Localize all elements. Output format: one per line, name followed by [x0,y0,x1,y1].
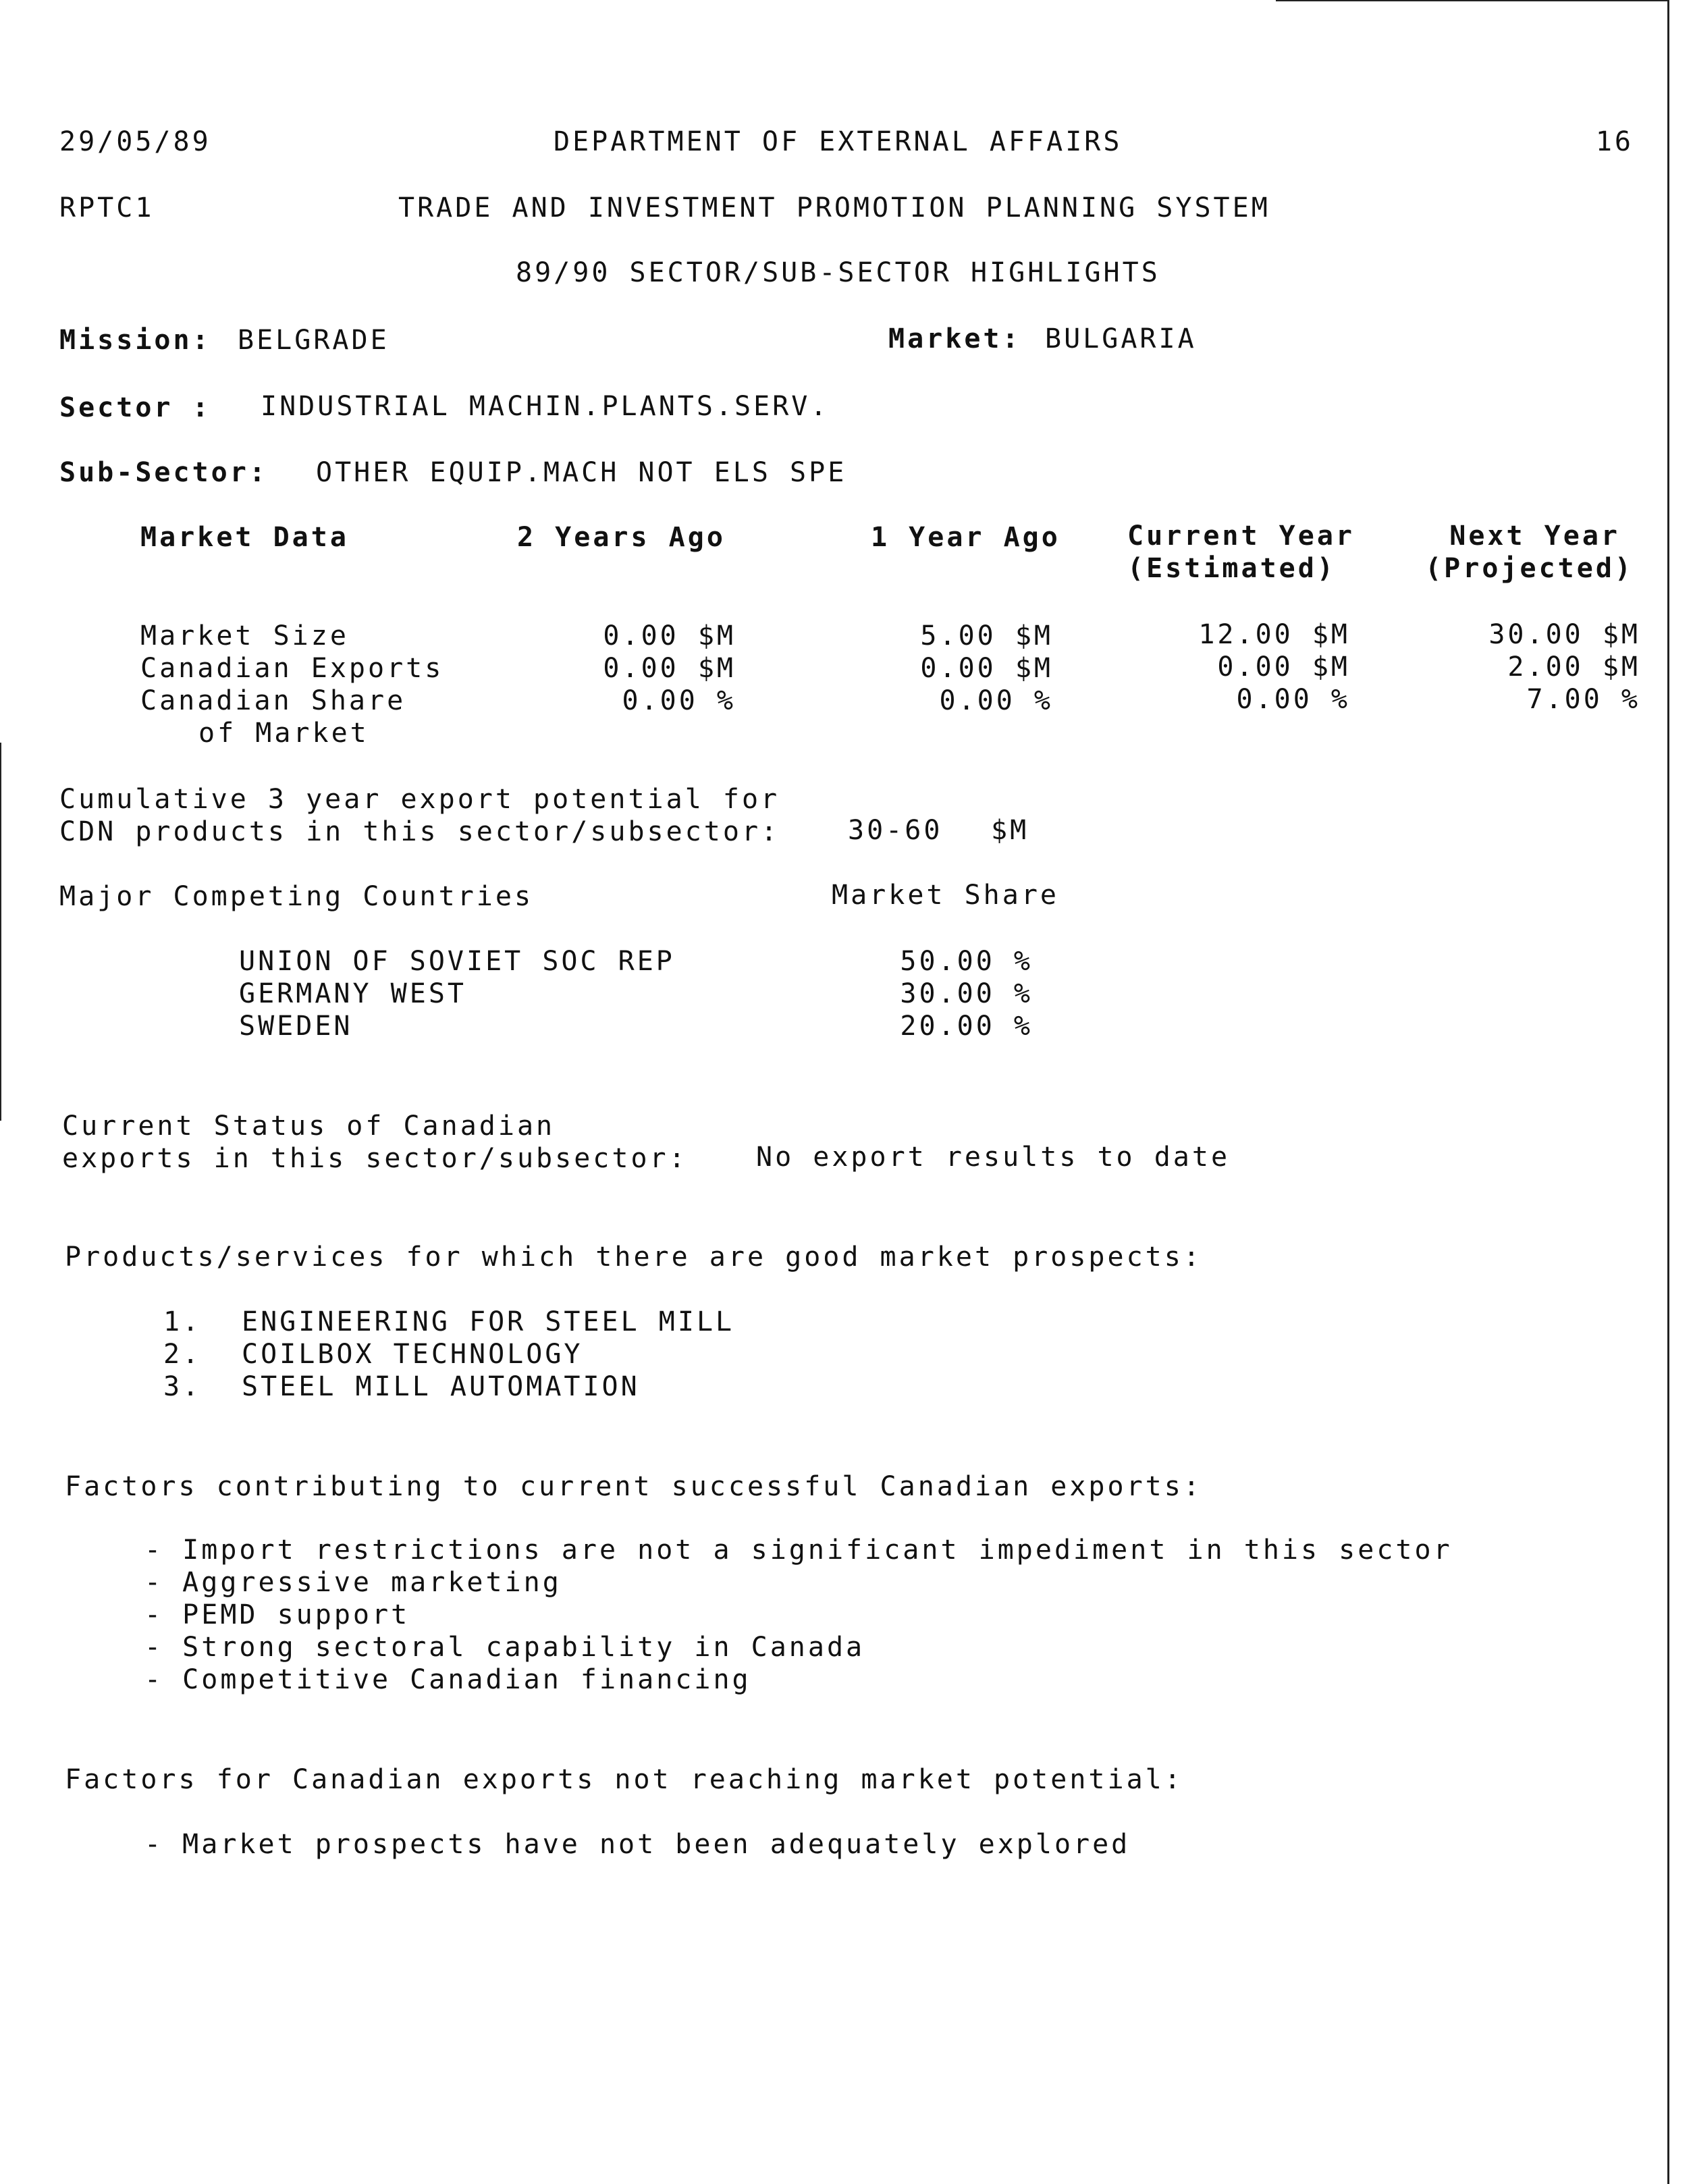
competitors-share-header: Market Share [832,880,1059,911]
competitor-share: 20.00 % [900,1011,1033,1042]
market-value: BULGARIA [1045,323,1197,354]
table-cell: 0.00 % [622,685,736,716]
right-border-line [1667,0,1669,2184]
col-one-year-ago: 1 Year Ago [871,522,1060,553]
status-value: No export results to date [756,1142,1231,1173]
status-line2: exports in this sector/subsector: [62,1143,688,1174]
col-next-year: Next Year [1449,521,1620,552]
col-current-year: Current Year [1127,521,1355,552]
left-edge-mark [0,743,1,1121]
table-row-label-cont: of Market [198,718,369,749]
factors-not-heading: Factors for Canadian exports not reaching market potential: [65,1764,1183,1795]
table-cell: 7.00 % [1526,684,1640,715]
report-date: 29/05/89 [59,126,211,157]
competitor-country: UNION OF SOVIET SOC REP [239,946,675,977]
product-number: 3. [163,1371,202,1402]
table-cell: 0.00 % [939,685,1053,716]
table-cell: 12.00 $M [1198,619,1350,650]
competitor-country: SWEDEN [239,1011,353,1042]
page-number: 16 [1595,126,1634,157]
product-text: ENGINEERING FOR STEEL MILL [242,1306,735,1337]
col-current-year-sub: (Estimated) [1127,553,1336,584]
cumulative-value: 30-60 [848,815,943,846]
status-line1: Current Status of Canadian [62,1111,556,1142]
mission-label: Mission: [59,325,211,356]
competitors-header: Major Competing Countries [59,881,534,912]
table-cell: 0.00 % [1236,684,1350,715]
table-cell: 0.00 $M [603,620,736,651]
market-data-header: Market Data [140,522,349,553]
cumulative-line2: CDN products in this sector/subsector: [59,816,780,847]
system-title: TRADE AND INVESTMENT PROMOTION PLANNING SYSTEM [398,192,1270,223]
factor-item: - PEMD support [144,1599,410,1630]
table-cell: 0.00 $M [1217,651,1350,683]
product-text: STEEL MILL AUTOMATION [242,1371,640,1402]
table-row-label: Canadian Share [140,685,406,716]
report-code: RPTC1 [59,192,155,223]
subsector-label: Sub-Sector: [59,457,268,488]
factor-item: - Import restrictions are not a significant impediment in this sector [144,1535,1453,1566]
factors-success-heading: Factors contributing to current successful Canadian exports: [65,1471,1202,1502]
table-row-label: Canadian Exports [140,653,444,684]
factor-not-item: - Market prospects have not been adequately explored [144,1829,1131,1860]
col-two-years-ago: 2 Years Ago [517,522,726,553]
subsector-value: OTHER EQUIP.MACH NOT ELS SPE [316,457,847,488]
competitor-country: GERMANY WEST [239,978,466,1009]
factor-item: - Aggressive marketing [144,1567,562,1598]
market-label: Market: [888,323,1021,354]
table-cell: 30.00 $M [1488,619,1640,650]
table-row-label: Market Size [140,620,349,651]
sector-value: INDUSTRIAL MACHIN.PLANTS.SERV. [261,391,830,422]
factor-item: - Strong sectoral capability in Canada [144,1632,865,1663]
factor-item: - Competitive Canadian financing [144,1664,751,1695]
competitor-share: 30.00 % [900,978,1033,1009]
table-cell: 0.00 $M [603,653,736,684]
table-cell: 2.00 $M [1507,651,1640,683]
product-number: 1. [163,1306,202,1337]
mission-value: BELGRADE [238,325,389,356]
table-cell: 5.00 $M [920,620,1053,651]
table-cell: 0.00 $M [920,653,1053,684]
competitor-share: 50.00 % [900,946,1033,977]
product-number: 2. [163,1339,202,1370]
cumulative-line1: Cumulative 3 year export potential for [59,784,780,815]
report-title: 89/90 SECTOR/SUB-SECTOR HIGHLIGHTS [516,257,1160,288]
department-title: DEPARTMENT OF EXTERNAL AFFAIRS [554,126,1123,157]
products-heading: Products/services for which there are good market prospects: [65,1242,1202,1273]
top-border-line [1276,0,1667,1]
product-text: COILBOX TECHNOLOGY [242,1339,583,1370]
col-next-year-sub: (Projected) [1425,553,1634,584]
cumulative-unit: $M [991,815,1029,846]
sector-label: Sector : [59,392,211,423]
